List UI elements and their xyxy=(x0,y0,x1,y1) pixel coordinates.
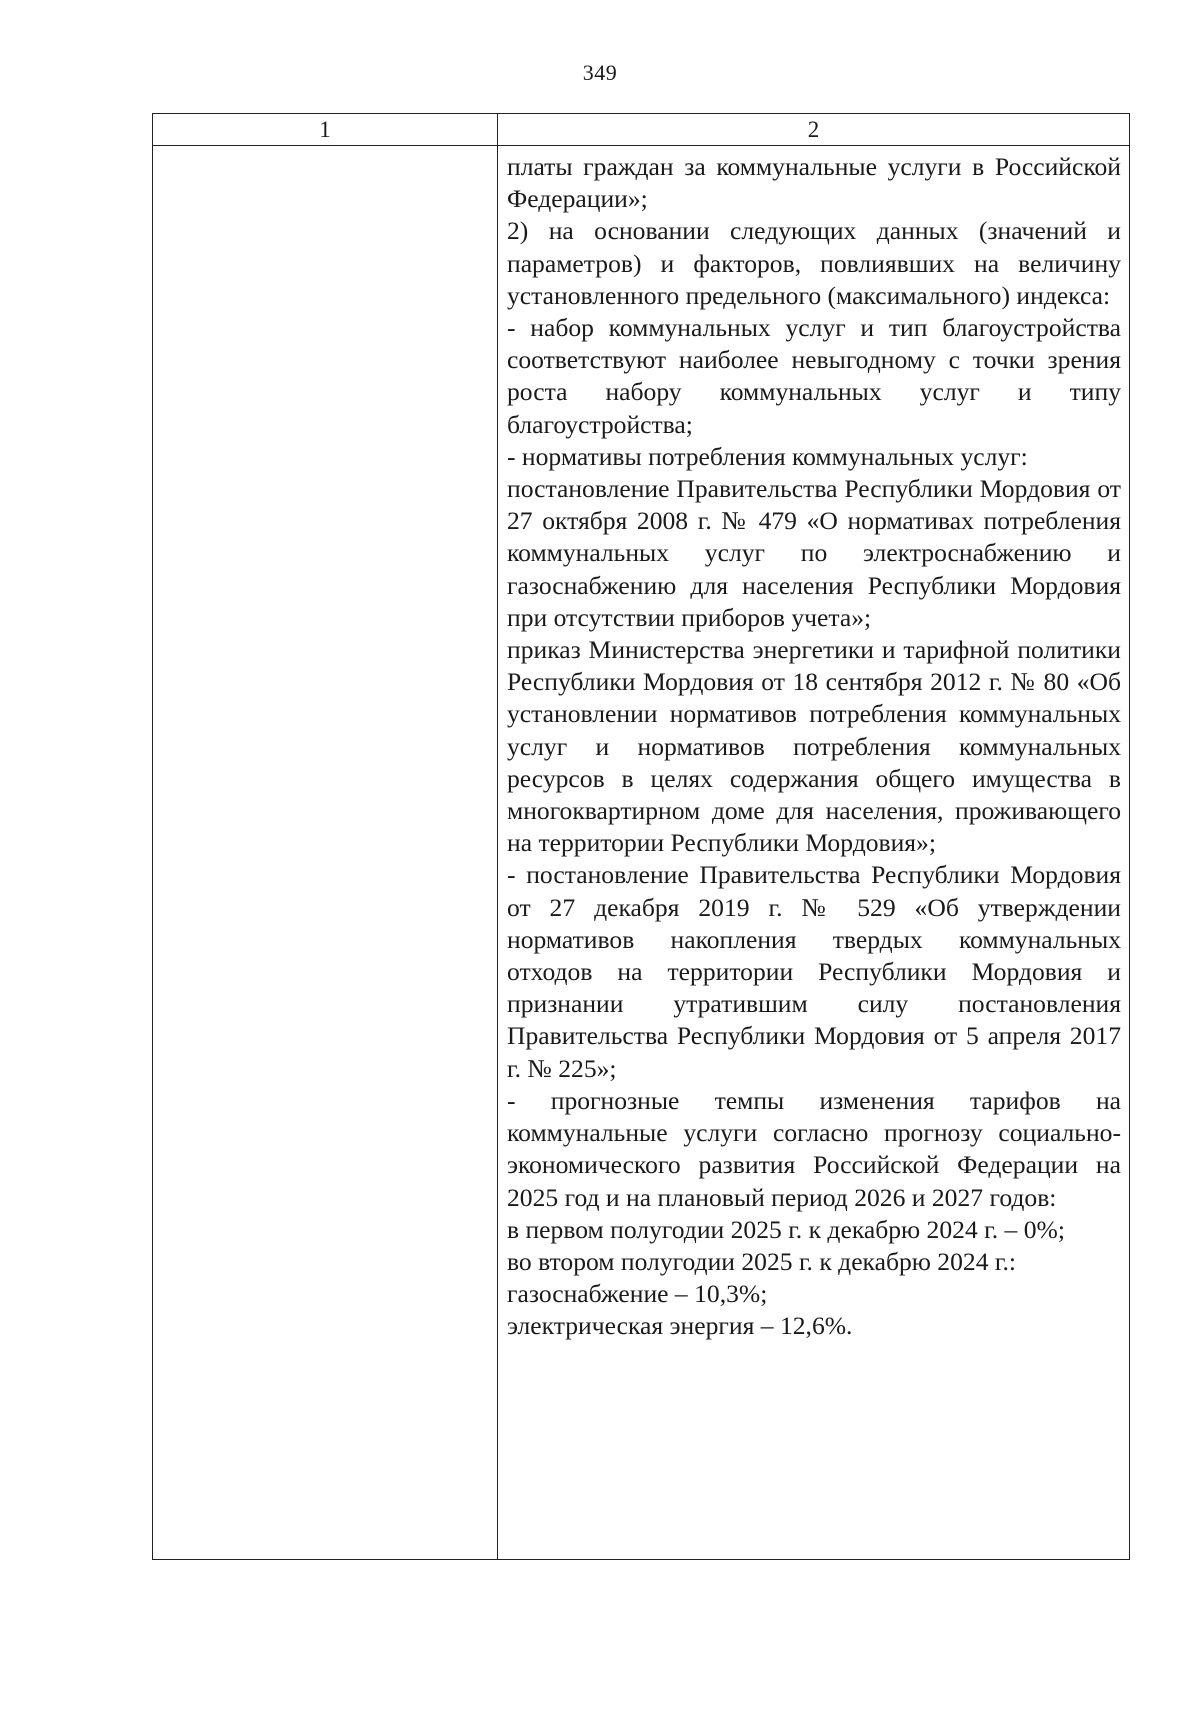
paragraph-tariff-forecast: - прогнозные темпы изменения тарифов на коммунальные услуги согласно прогнозу социально-экономического развития Российской Федерации на 2025 год и на плановый период 2026 и 2027 годов: xyxy=(507,1085,1121,1212)
column-1-header: 1 xyxy=(319,117,331,142)
paragraph-payment-continuation: платы граждан за коммунальные услуги в Российской Федерации»; xyxy=(507,152,1121,214)
column-2-header: 2 xyxy=(807,117,820,142)
paragraph-resolution-479: постановление Правительства Республики Мордовия от 27 октября 2008 г. № 479 «О нормативах потребления коммунальных услуг по электроснабжению и газоснабжению для населения Республики Мордовия при отсутствии приборов учета»; xyxy=(507,474,1121,632)
paragraph-electricity: электрическая энергия – 12,6%. xyxy=(507,1311,853,1341)
paragraph-first-half: в первом полугодии 2025 г. к декабрю 2024 г. – 0%; xyxy=(507,1214,1065,1244)
paragraph-second-half: во втором полугодии 2025 г. к декабрю 2024 г.: xyxy=(507,1246,1017,1276)
table-header-row xyxy=(153,114,1129,146)
document-table xyxy=(152,113,1130,1560)
column-divider xyxy=(497,114,498,1559)
paragraph-consumption-norms: - нормативы потребления коммунальных услуг: xyxy=(507,441,1028,471)
page-number: 349 xyxy=(582,60,618,85)
paragraph-order-80: приказ Министерства энергетики и тарифной политики Республики Мордовия от 18 сентября 2012 г. № 80 «Об установлении нормативов потребления коммунальных услуг и нормативов потребления коммунальных ресурсов в целях содержания общего имущества в многоквартирном доме для населения, проживающего на территории Республики Мордовия»; xyxy=(507,635,1121,858)
paragraph-basis-data: 2) на основании следующих данных (значений и параметров) и факторов, повлиявших на величину установленного предельного (максимального) индекса: xyxy=(507,216,1121,310)
paragraph-resolution-529: - постановление Правительства Республики Мордовия от 27 декабря 2019 г. № 529 «Об утверждении нормативов накопления твердых коммунальных отходов на территории Республики Мордовия и признании утратившим силу постановления Правительства Республики Мордовия от 5 апреля 2017 г. № 225»; xyxy=(507,860,1121,1083)
paragraph-utility-set: - набор коммунальных услуг и тип благоустройства соответствуют наиболее невыгодному с точки зрения роста набору коммунальных услуг и типу благоустройства; xyxy=(507,313,1121,439)
column-2-content xyxy=(507,151,1121,1343)
paragraph-gas-supply: газоснабжение – 10,3%; xyxy=(507,1279,768,1309)
